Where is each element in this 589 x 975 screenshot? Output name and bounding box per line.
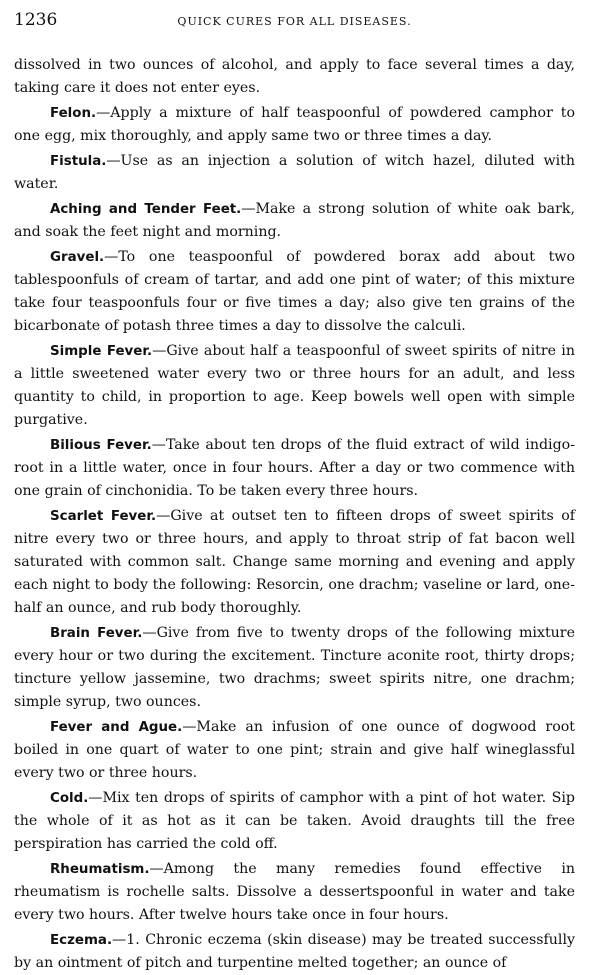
paragraph-aching-feet [14, 198, 575, 244]
paragraph-scarlet-fever [14, 505, 575, 620]
paragraph-text: —Give at outset ten to fifteen drops of sweet spirits of nitre every two or three hours, and apply to throat strip of fat bacon well saturated with common salt. Change same morning and evening and apply each night to body the following: Resorcin, one drachm; vaseline or lard, one-half an ounce, and rub body thoroughly. [14, 508, 575, 616]
remedy-heading: Cold. [50, 791, 89, 806]
page-header [14, 10, 575, 36]
paragraph-fistula [14, 150, 575, 196]
paragraph-felon [14, 102, 575, 148]
paragraph-text: —Take about ten drops of the fluid extract of wild indigo-root in a little water, once in four hours. After a day or two commence with one grain of cinchonidia. To be taken every three hours. [14, 437, 576, 499]
remedy-heading: Bilious Fever. [50, 438, 152, 453]
remedy-heading: Simple Fever. [50, 344, 153, 359]
paragraph-fever-ague [14, 716, 575, 785]
remedy-heading: Fistula. [50, 154, 107, 169]
paragraph-text: —1. Chronic eczema (skin disease) may be treated successfully by an ointment of pitch and turpentine melted together; an ounce of [14, 932, 575, 971]
remedy-heading: Gravel. [50, 250, 105, 265]
remedy-heading: Scarlet Fever. [50, 509, 157, 524]
paragraph-simple-fever [14, 340, 575, 432]
paragraph-text: —To one teaspoonful of powdered borax add about two tablespoonfuls of cream of tartar, and add one pint of water; of this mixture take four teaspoonfuls four or five times a day; also give ten grains of the bicarbonate of potash three times a day to dissolve the calculi. [14, 249, 575, 334]
paragraph-text: dissolved in two ounces of alcohol, and apply to face several times a day, taking care it does not enter eyes. [14, 57, 575, 96]
paragraph-text: —Give about half a teaspoonful of sweet spirits of nitre in a little sweetened water every two or three hours for an adult, and less quantity to child, in proportion to age. Keep bowels well open with simple purgative. [14, 343, 575, 428]
remedy-heading: Felon. [50, 106, 97, 121]
paragraph-rheumatism [14, 858, 575, 927]
remedy-heading: Fever and Ague. [50, 720, 183, 735]
body-text [14, 54, 575, 975]
running-title: QUICK CURES FOR ALL DISEASES. [177, 15, 412, 28]
paragraph-text: —Apply a mixture of half teaspoonful of powdered camphor to one egg, mix thoroughly, and apply same two or three times a day. [14, 105, 575, 144]
paragraph-text: —Use as an injection a solution of witch hazel, diluted with water. [14, 153, 575, 192]
paragraph-gravel [14, 246, 575, 338]
page-number: 1236 [14, 10, 58, 30]
remedy-heading: Aching and Tender Feet. [50, 202, 242, 217]
paragraph-bilious-fever [14, 434, 575, 503]
paragraph-text: —Give from five to twenty drops of the following mixture every hour or two during the excitement. Tincture aconite root, thirty drops; tincture yellow jassemine, two drachms; sweet spirits nitre, one drachm; simple syrup, two ounces. [14, 625, 575, 710]
paragraph-text: —Make a strong solution of white oak bark, and soak the feet night and morning. [14, 201, 575, 240]
remedy-heading: Brain Fever. [50, 626, 143, 641]
paragraph-brain-fever [14, 622, 575, 714]
remedy-heading: Eczema. [50, 933, 113, 948]
paragraph-continued [14, 54, 575, 100]
remedy-heading: Rheumatism. [50, 862, 150, 877]
paragraph-text: —Among the many remedies found effective in rheumatism is rochelle salts. Dissolve a dessertspoonful in water and take every two hours. After twelve hours take once in four hours. [14, 861, 575, 923]
paragraph-text: —Make an infusion of one ounce of dogwood root boiled in one quart of water to one pint; strain and give half wineglassful every two or three hours. [14, 719, 575, 781]
paragraph-eczema [14, 929, 575, 975]
paragraph-cold [14, 787, 575, 856]
paragraph-text: —Mix ten drops of spirits of camphor with a pint of hot water. Sip the whole of it as hot as it can be taken. Avoid draughts till the free perspiration has carried the cold off. [14, 790, 575, 852]
